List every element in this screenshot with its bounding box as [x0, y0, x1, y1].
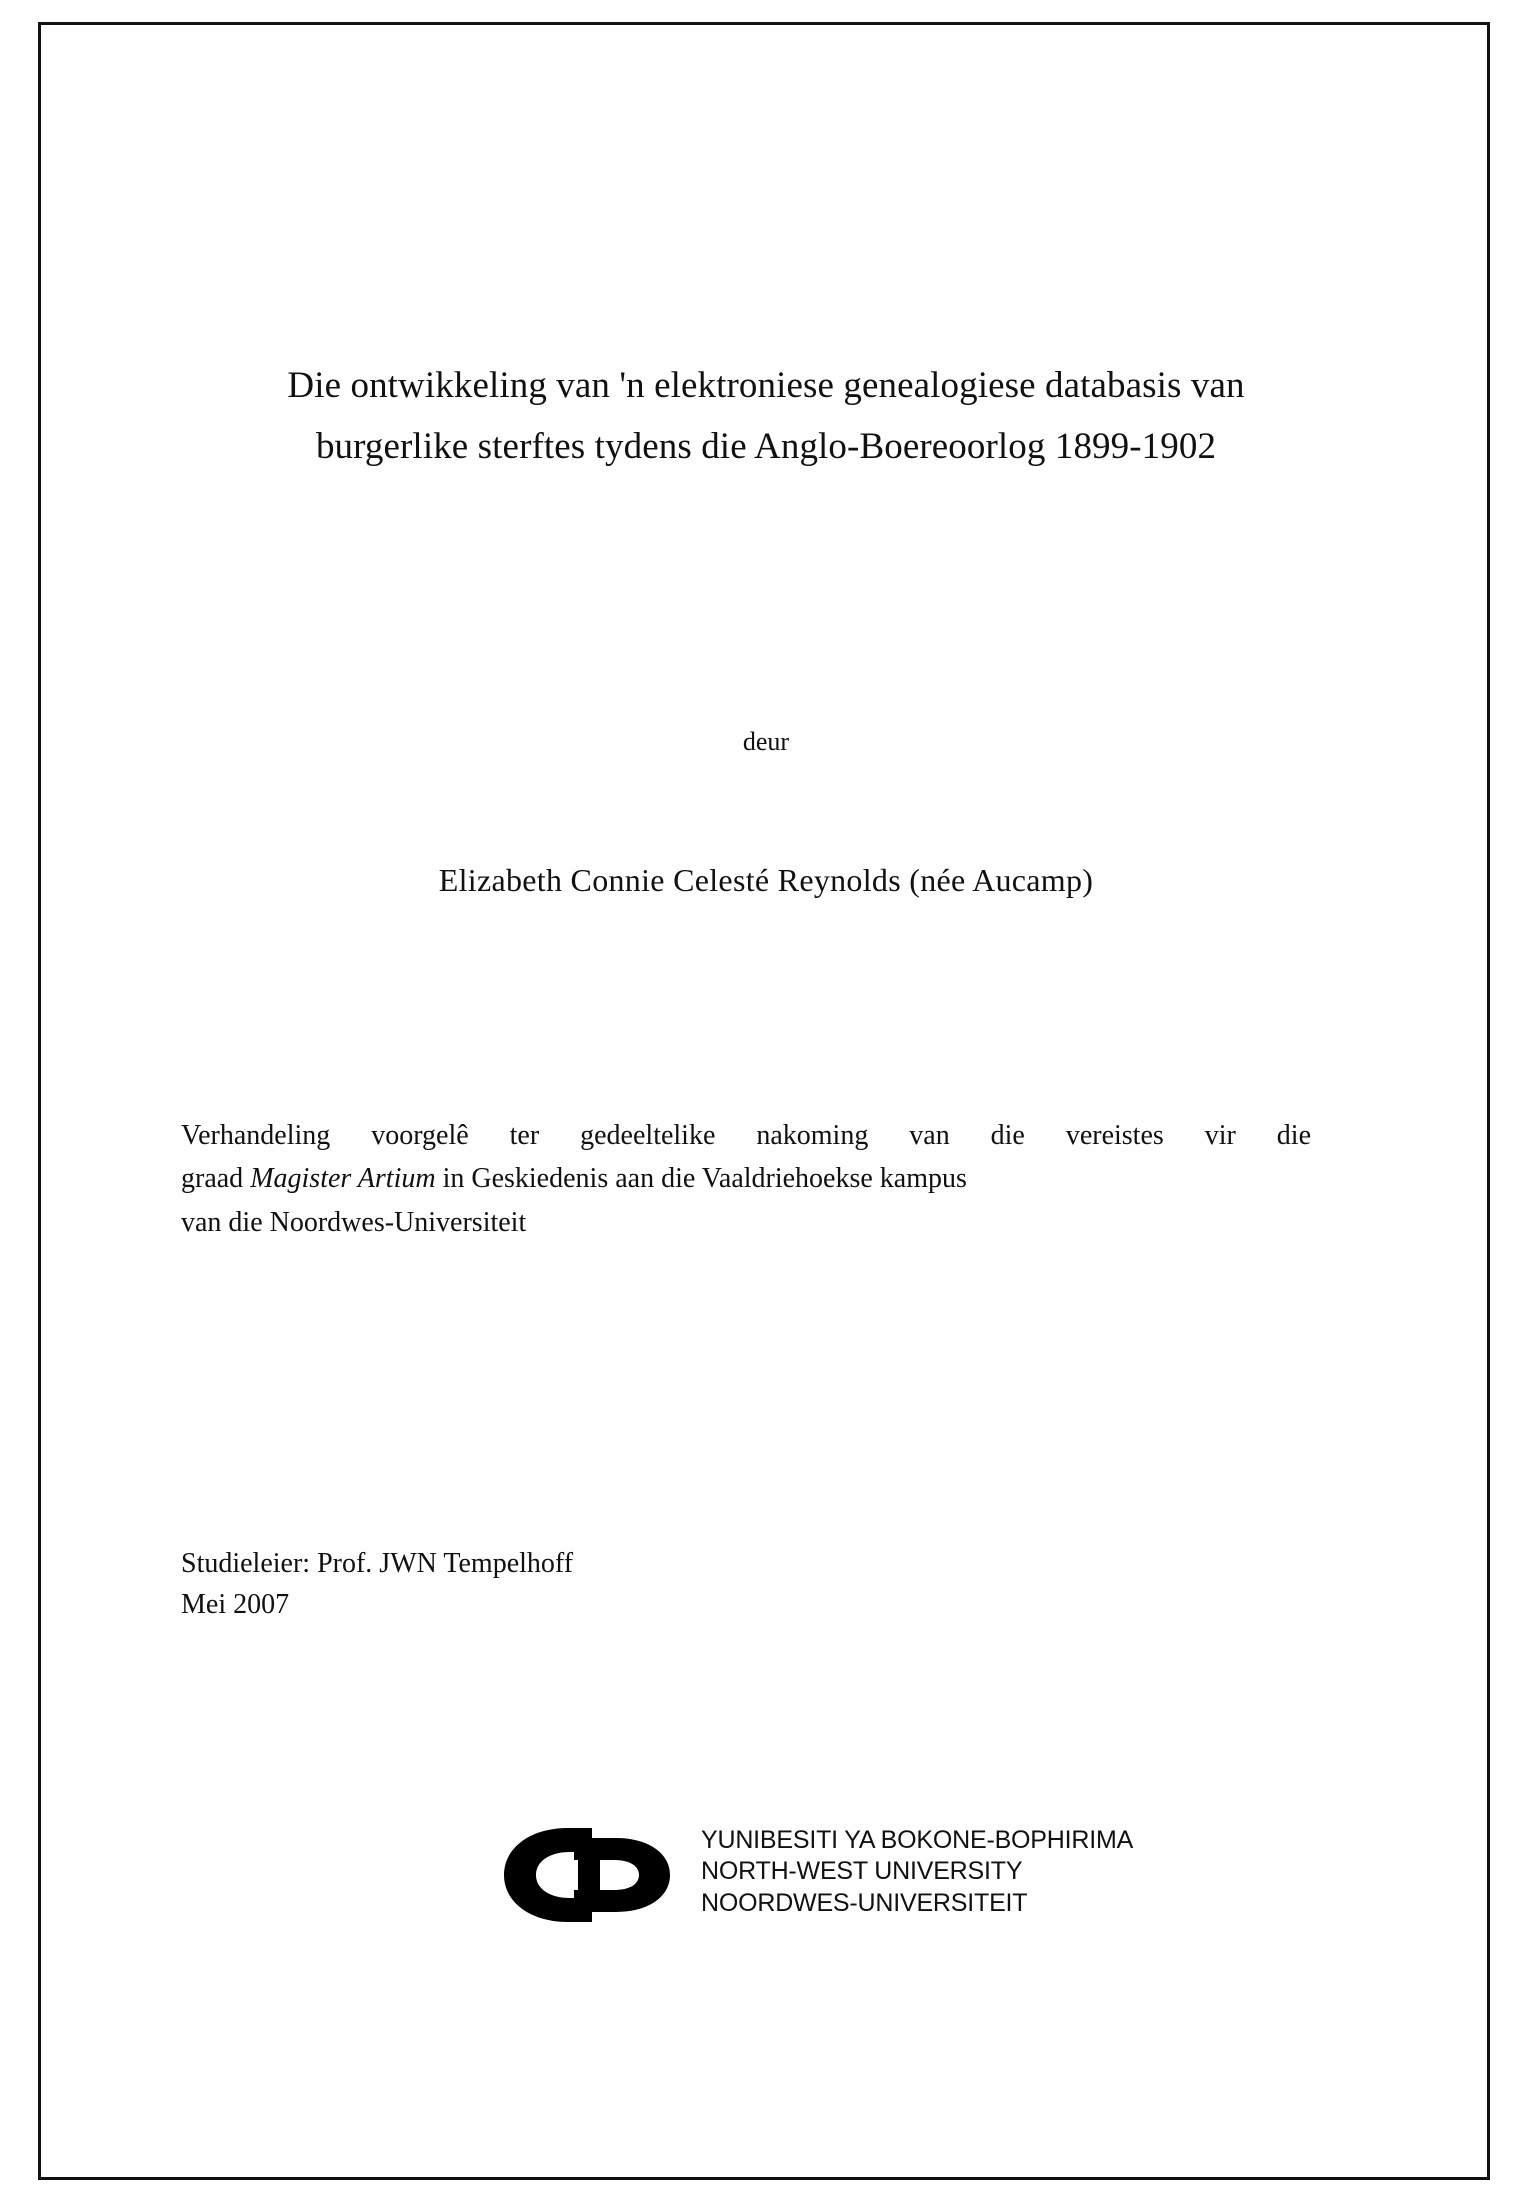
degree-statement-line-2-suffix: in Geskiedenis aan die Vaaldriehoekse kampus: [435, 1163, 967, 1195]
nwu-logo-icon: [496, 1820, 691, 1930]
spacer-byline-author: [181, 757, 1351, 862]
scanned-page-frame: [38, 22, 1490, 2180]
degree-statement-line-1: Verhandeling voorgelê ter gedeeltelike nakoming van die vereistes vir die: [181, 1120, 1311, 1152]
spacer-author-statement: [181, 899, 1351, 1114]
page-surface: [41, 25, 1487, 2177]
degree-statement: [181, 1114, 1311, 1244]
title-line-1: Die ontwikkeling van 'n elektroniese genealogiese databasis van: [287, 365, 1245, 406]
university-logo: [496, 1815, 1134, 1940]
degree-statement-line-3: van die Noordwes-Universiteit: [181, 1206, 527, 1238]
logo-line-afrikaans: NOORDWES-UNIVERSITEIT: [701, 1888, 1028, 1917]
logo-wordmark: [701, 1825, 1133, 1919]
spacer-title-byline: [181, 477, 1351, 727]
submission-date: Mei 2007: [181, 1588, 290, 1620]
supervisor-block: [181, 1544, 1351, 1625]
supervisor-name: Studieleier: Prof. JWN Tempelhoff: [181, 1548, 574, 1580]
degree-statement-line-2: [181, 1157, 1311, 1200]
title-page-content: [181, 355, 1351, 1625]
logo-line-setswana: YUNIBESITI YA BOKONE-BOPHIRIMA: [701, 1826, 1134, 1854]
logo-line-english: NORTH-WEST UNIVERSITY: [701, 1857, 1023, 1886]
spacer-statement-supervisor: [181, 1244, 1351, 1544]
title-line-2: burgerlike sterftes tydens die Anglo-Boereoorlog 1899-1902: [315, 426, 1217, 468]
degree-name-italic: Magister Artium: [250, 1163, 436, 1195]
page-title: [181, 355, 1351, 477]
author-name: Elizabeth Connie Celesté Reynolds (née Aucamp): [438, 862, 1094, 899]
degree-statement-line-2-prefix: graad: [181, 1163, 251, 1195]
byline-label: deur: [742, 727, 790, 757]
